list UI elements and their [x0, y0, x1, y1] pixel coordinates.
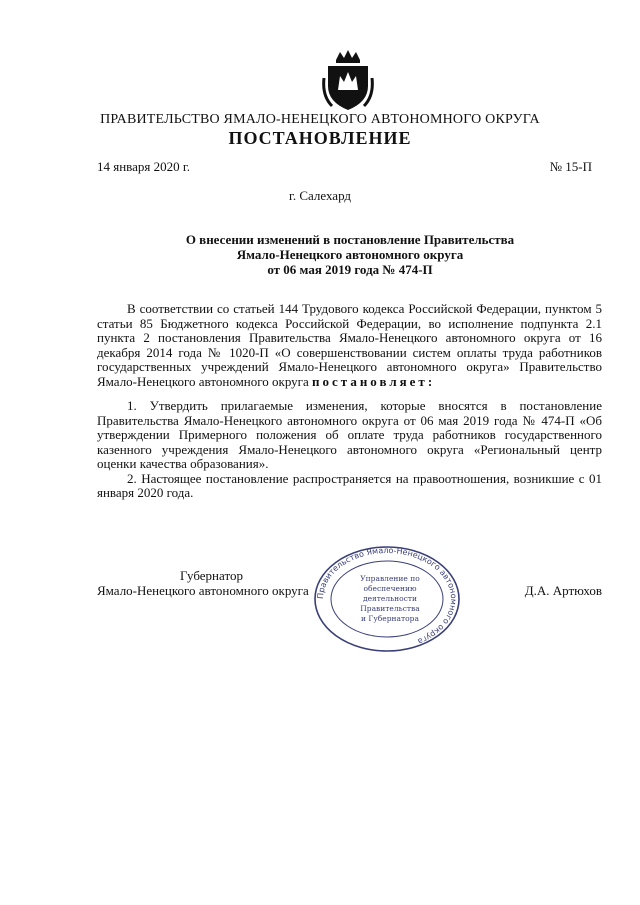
- document-date: 14 января 2020 г.: [97, 159, 191, 174]
- title-line-3: от 06 мая 2019 года № 474-П: [267, 262, 433, 277]
- signatory-title: Губернатор: [180, 568, 243, 583]
- seal-line-1: Управление по: [360, 574, 420, 583]
- official-seal-stamp: [312, 545, 462, 653]
- signatory-region: Ямало-Ненецкого автономного округа: [97, 583, 309, 598]
- item-1-paragraph: 1. Утвердить прилагаемые изменения, которые вносятся в постановление Правительства Ямало-Ненецкого автономного округа от 06 мая 2019 года № 474-П «Об утверждении Примерного положения об оплате труда работников государственного казенного учреждения Ямало-Ненецкого автономного округа «Региональный центр оценки качества образования».: [97, 398, 602, 471]
- document-body: [97, 302, 602, 501]
- seal-line-5: и Губернатора: [361, 614, 419, 623]
- title-line-1: О внесении изменений в постановление Правительства: [185, 232, 515, 247]
- seal-ring-text: Правительство Ямало-Ненецкого автономного округа: [315, 545, 459, 647]
- document-type: ПОСТАНОВЛЕНИЕ: [228, 128, 412, 148]
- preamble-text: В соответствии со статьей 144 Трудового кодекса Российской Федерации, пунктом 5 статьи 85 Бюджетного кодекса Российской Федерации, во исполнение подпункта 2.1 пункта 2 постановления Правительства Ямало-Ненецкого автономного округа от 16 декабря 2014 года № 1020-П «О совершенствовании систем оплаты труда работников государственных учреждений Ямало-Ненецкого автономного округа» Правительство Ямало-Ненецкого автономного округа: [97, 301, 602, 389]
- seal-line-4: Правительства: [360, 604, 420, 613]
- seal-line-2: обеспечению: [363, 584, 417, 593]
- item-2-paragraph: 2. Настоящее постановление распространяется на правоотношения, возникшие с 01 января 2020 года.: [97, 470, 602, 500]
- coat-of-arms-emblem: [322, 50, 374, 112]
- signatory-name: Д.А. Артюхов: [524, 583, 602, 598]
- seal-line-3: деятельности: [362, 594, 418, 603]
- preamble-paragraph: [97, 302, 602, 389]
- document-city: г. Салехард: [288, 188, 352, 203]
- document-number: № 15-П: [549, 159, 592, 174]
- document-title: [150, 232, 550, 277]
- government-name: ПРАВИТЕЛЬСТВО ЯМАЛО-НЕНЕЦКОГО АВТОНОМНОГО ОКРУГА: [100, 112, 540, 127]
- title-line-2: Ямало-Ненецкого автономного округа: [236, 247, 464, 262]
- resolves-word: постановляет:: [312, 373, 436, 389]
